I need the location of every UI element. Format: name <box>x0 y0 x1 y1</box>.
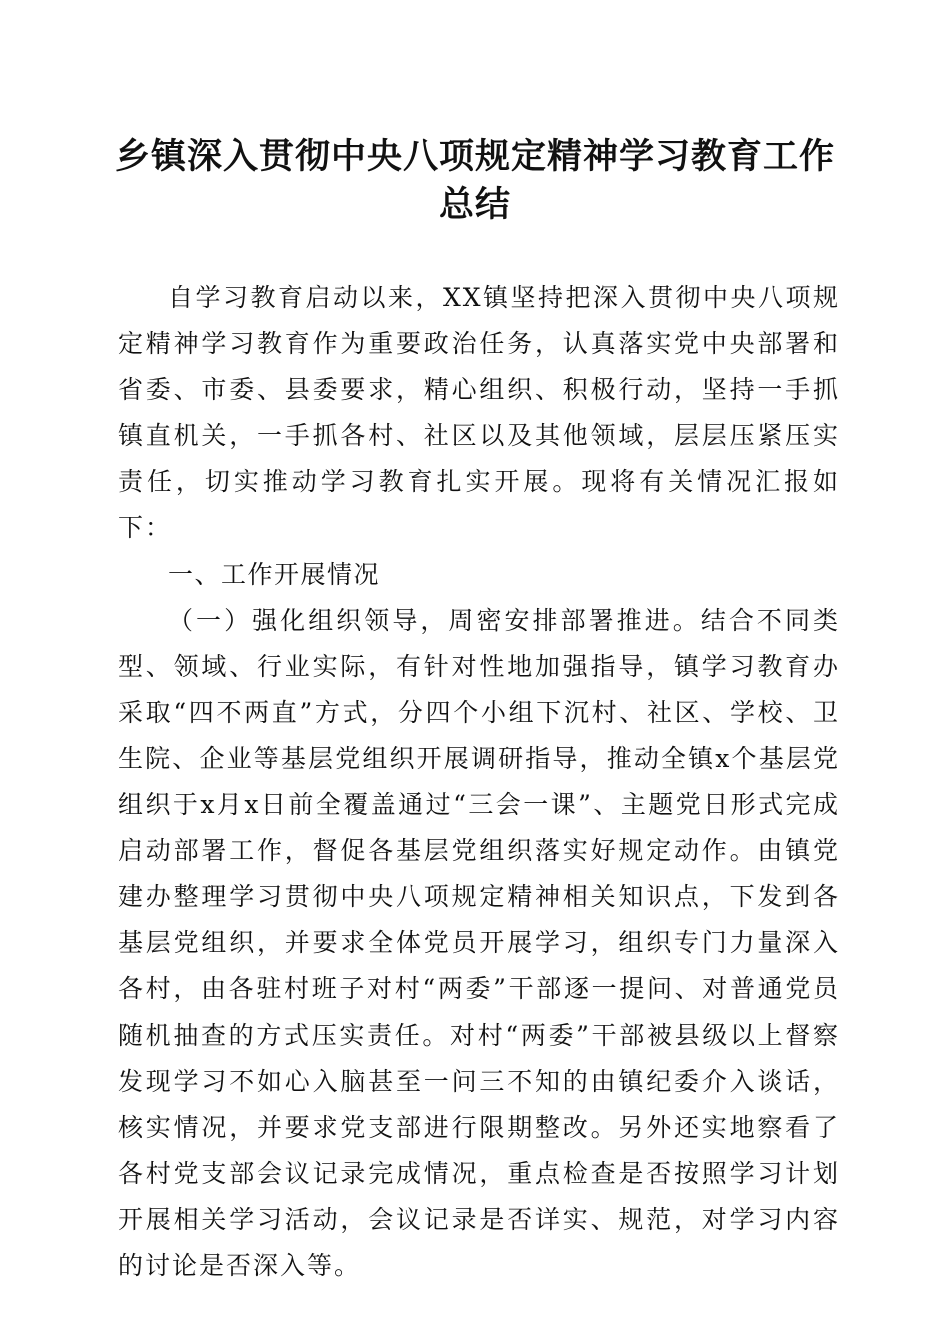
subsection-heading: （一）强化组织领导，周密安排部署推进。 <box>168 605 701 635</box>
subsection-paragraph <box>118 598 840 1289</box>
section-heading: 一、工作开展情况 <box>168 559 381 589</box>
document-title <box>110 133 840 229</box>
subsection-body: 结合不同类型、领域、行业实际，有针对性地加强指导，镇学习教育办采取“四不两直”方式，分四个小组下沉村、社区、学校、卫生院、企业等基层党组织开展调研指导，推动全镇x个基层党组织于x月x日前全覆盖通过“三会一课”、主题党日形式完成启动部署工作，督促各基层党组织落实好规定动作。由镇党建办整理学习贯彻中央八项规定精神相关知识点，下发到各基层党组织，并要求全体党员开展学习，组织专门力量深入各村，由各驻村班子对村“两委”干部逐一提问、对普通党员随机抽查的方式压实责任。对村“两委”干部被县级以上督察发现学习不如心入脑甚至一问三不知的由镇纪委介入谈话，核实情况，并要求党支部进行限期整改。另外还实地察看了各村党支部会议记录完成情况，重点检查是否按照学习计划开展相关学习活动，会议记录是否详实、规范，对学习内容的讨论是否深入等。 <box>118 605 840 1280</box>
intro-paragraph: 自学习教育启动以来，XX镇坚持把深入贯彻中央八项规定精神学习教育作为重要政治任务，认真落实党中央部署和省委、市委、县委要求，精心组织、积极行动，坚持一手抓镇直机关，一手抓各村、社区以及其他领域，层层压紧压实责任，切实推动学习教育扎实开展。现将有关情况汇报如下： <box>118 283 840 543</box>
document-body <box>118 275 840 1289</box>
title-line-1: 乡镇深入贯彻中央八项规定精神学习教育工作 <box>114 137 835 177</box>
title-line-2: 总结 <box>438 185 511 225</box>
